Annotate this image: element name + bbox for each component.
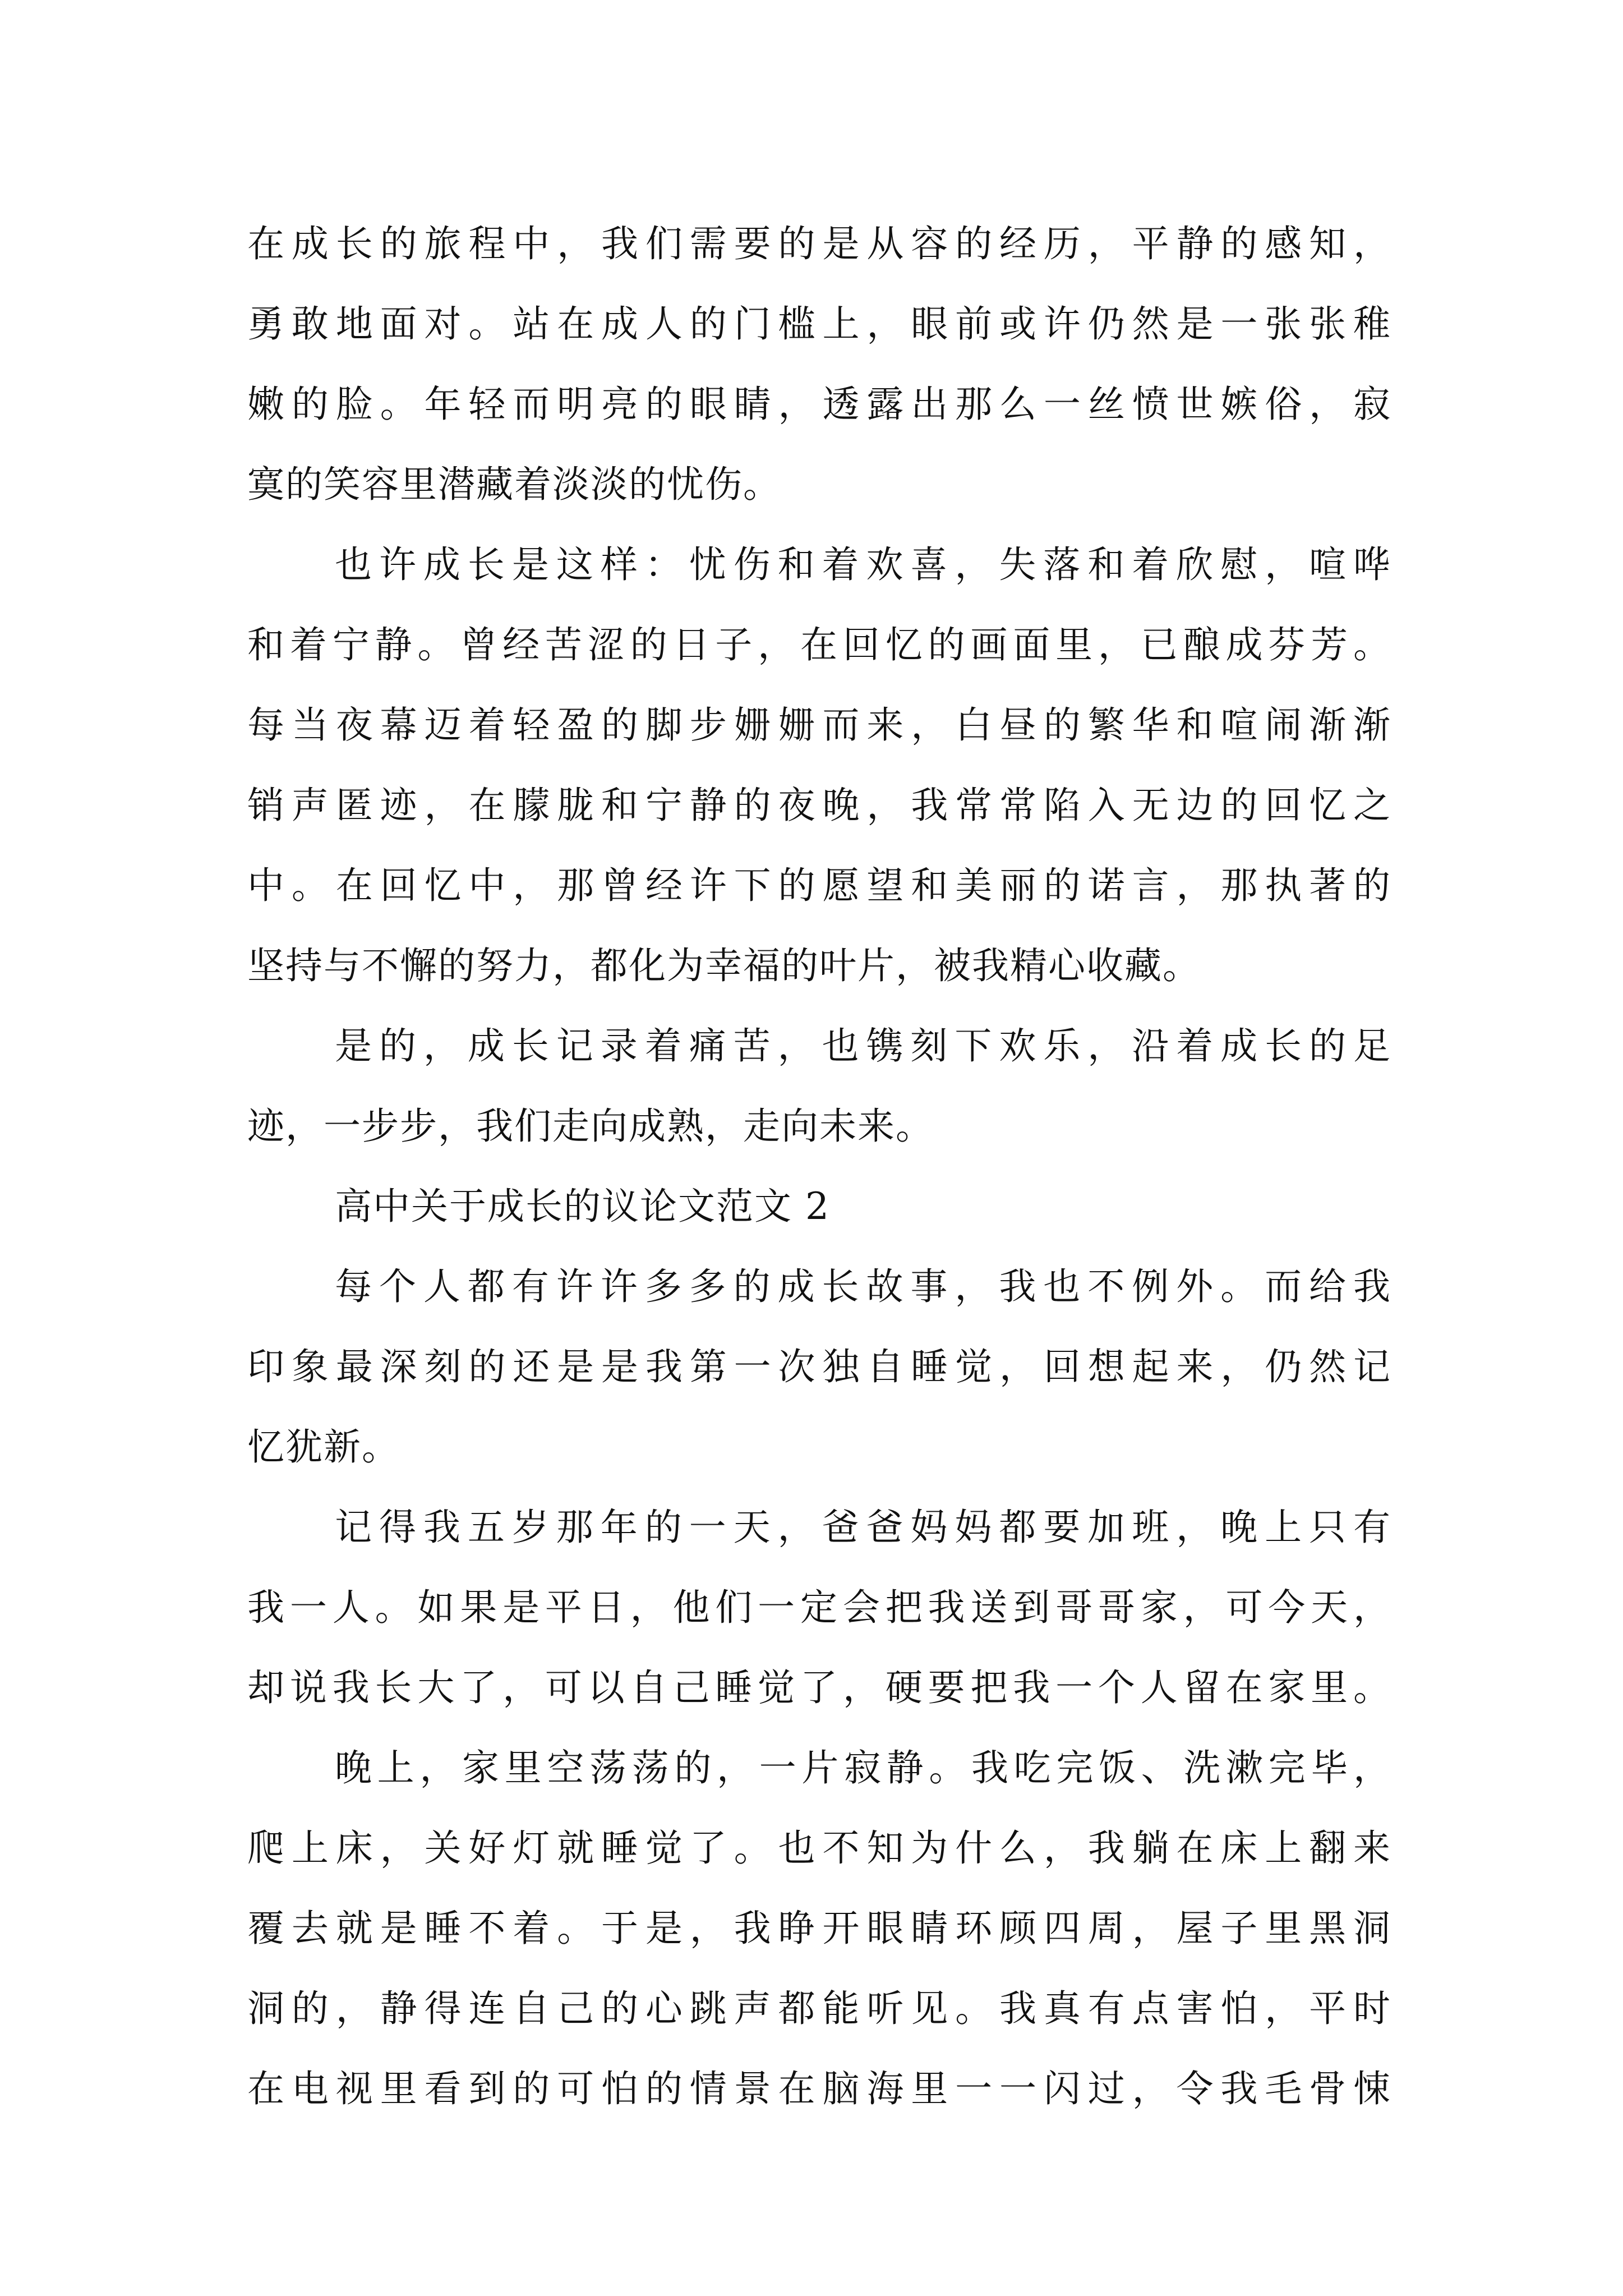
- text-line: 迹，一步步，我们走向成熟，走向未来。: [247, 1105, 934, 1148]
- text-line: 记得我五岁那年的一天，爸爸妈妈都要加班，晚上只有: [335, 1506, 1391, 1549]
- text-line: 忆犹新。: [247, 1425, 400, 1469]
- text-line: 晚上，家里空荡荡的，一片寂静。我吃完饭、洗漱完毕，: [335, 1746, 1391, 1789]
- text-line: 在电视里看到的可怕的情景在脑海里一一闪过，令我毛骨悚: [247, 2067, 1391, 2110]
- text-line: 是的，成长记录着痛苦，也镌刻下欢乐，沿着成长的足: [335, 1024, 1391, 1068]
- text-line: 在成长的旅程中，我们需要的是从容的经历，平静的感知，: [247, 222, 1391, 265]
- text-line: 勇敢地面对。站在成人的门槛上，眼前或许仍然是一张张稚: [247, 302, 1391, 346]
- text-line: 销声匿迹，在朦胧和宁静的夜晚，我常常陷入无边的回忆之: [247, 784, 1391, 827]
- text-line: 爬上床，关好灯就睡觉了。也不知为什么，我躺在床上翻来: [247, 1826, 1391, 1870]
- text-line: 却说我长大了，可以自己睡觉了，硬要把我一个人留在家里。: [247, 1666, 1391, 1709]
- text-line: 我一人。如果是平日，他们一定会把我送到哥哥家，可今天，: [247, 1586, 1391, 1629]
- text-line: 坚持与不懈的努力，都化为幸福的叶片，被我精心收藏。: [247, 944, 1201, 987]
- text-line: 每个人都有许许多多的成长故事，我也不例外。而给我: [335, 1265, 1391, 1308]
- text-line: 也许成长是这样：忧伤和着欢喜，失落和着欣慰，喧哗: [335, 543, 1391, 586]
- section-heading: 高中关于成长的议论文范文 2: [335, 1185, 830, 1228]
- text-line: 印象最深刻的还是是我第一次独自睡觉，回想起来，仍然记: [247, 1345, 1391, 1388]
- text-line: 中。在回忆中，那曾经许下的愿望和美丽的诺言，那执著的: [247, 864, 1391, 907]
- text-line: 覆去就是睡不着。于是，我睁开眼睛环顾四周，屋子里黑洞: [247, 1907, 1391, 1950]
- text-line: 寞的笑容里潜藏着淡淡的忧伤。: [247, 463, 781, 506]
- text-line: 嫩的脸。年轻而明亮的眼睛，透露出那么一丝愤世嫉俗，寂: [247, 383, 1391, 426]
- text-line: 和着宁静。曾经苦涩的日子，在回忆的画面里，已酿成芬芳。: [247, 623, 1391, 666]
- text-line: 每当夜幕迈着轻盈的脚步姗姗而来，白昼的繁华和喧闹渐渐: [247, 703, 1391, 747]
- text-line: 洞的，静得连自己的心跳声都能听见。我真有点害怕，平时: [247, 1987, 1391, 2030]
